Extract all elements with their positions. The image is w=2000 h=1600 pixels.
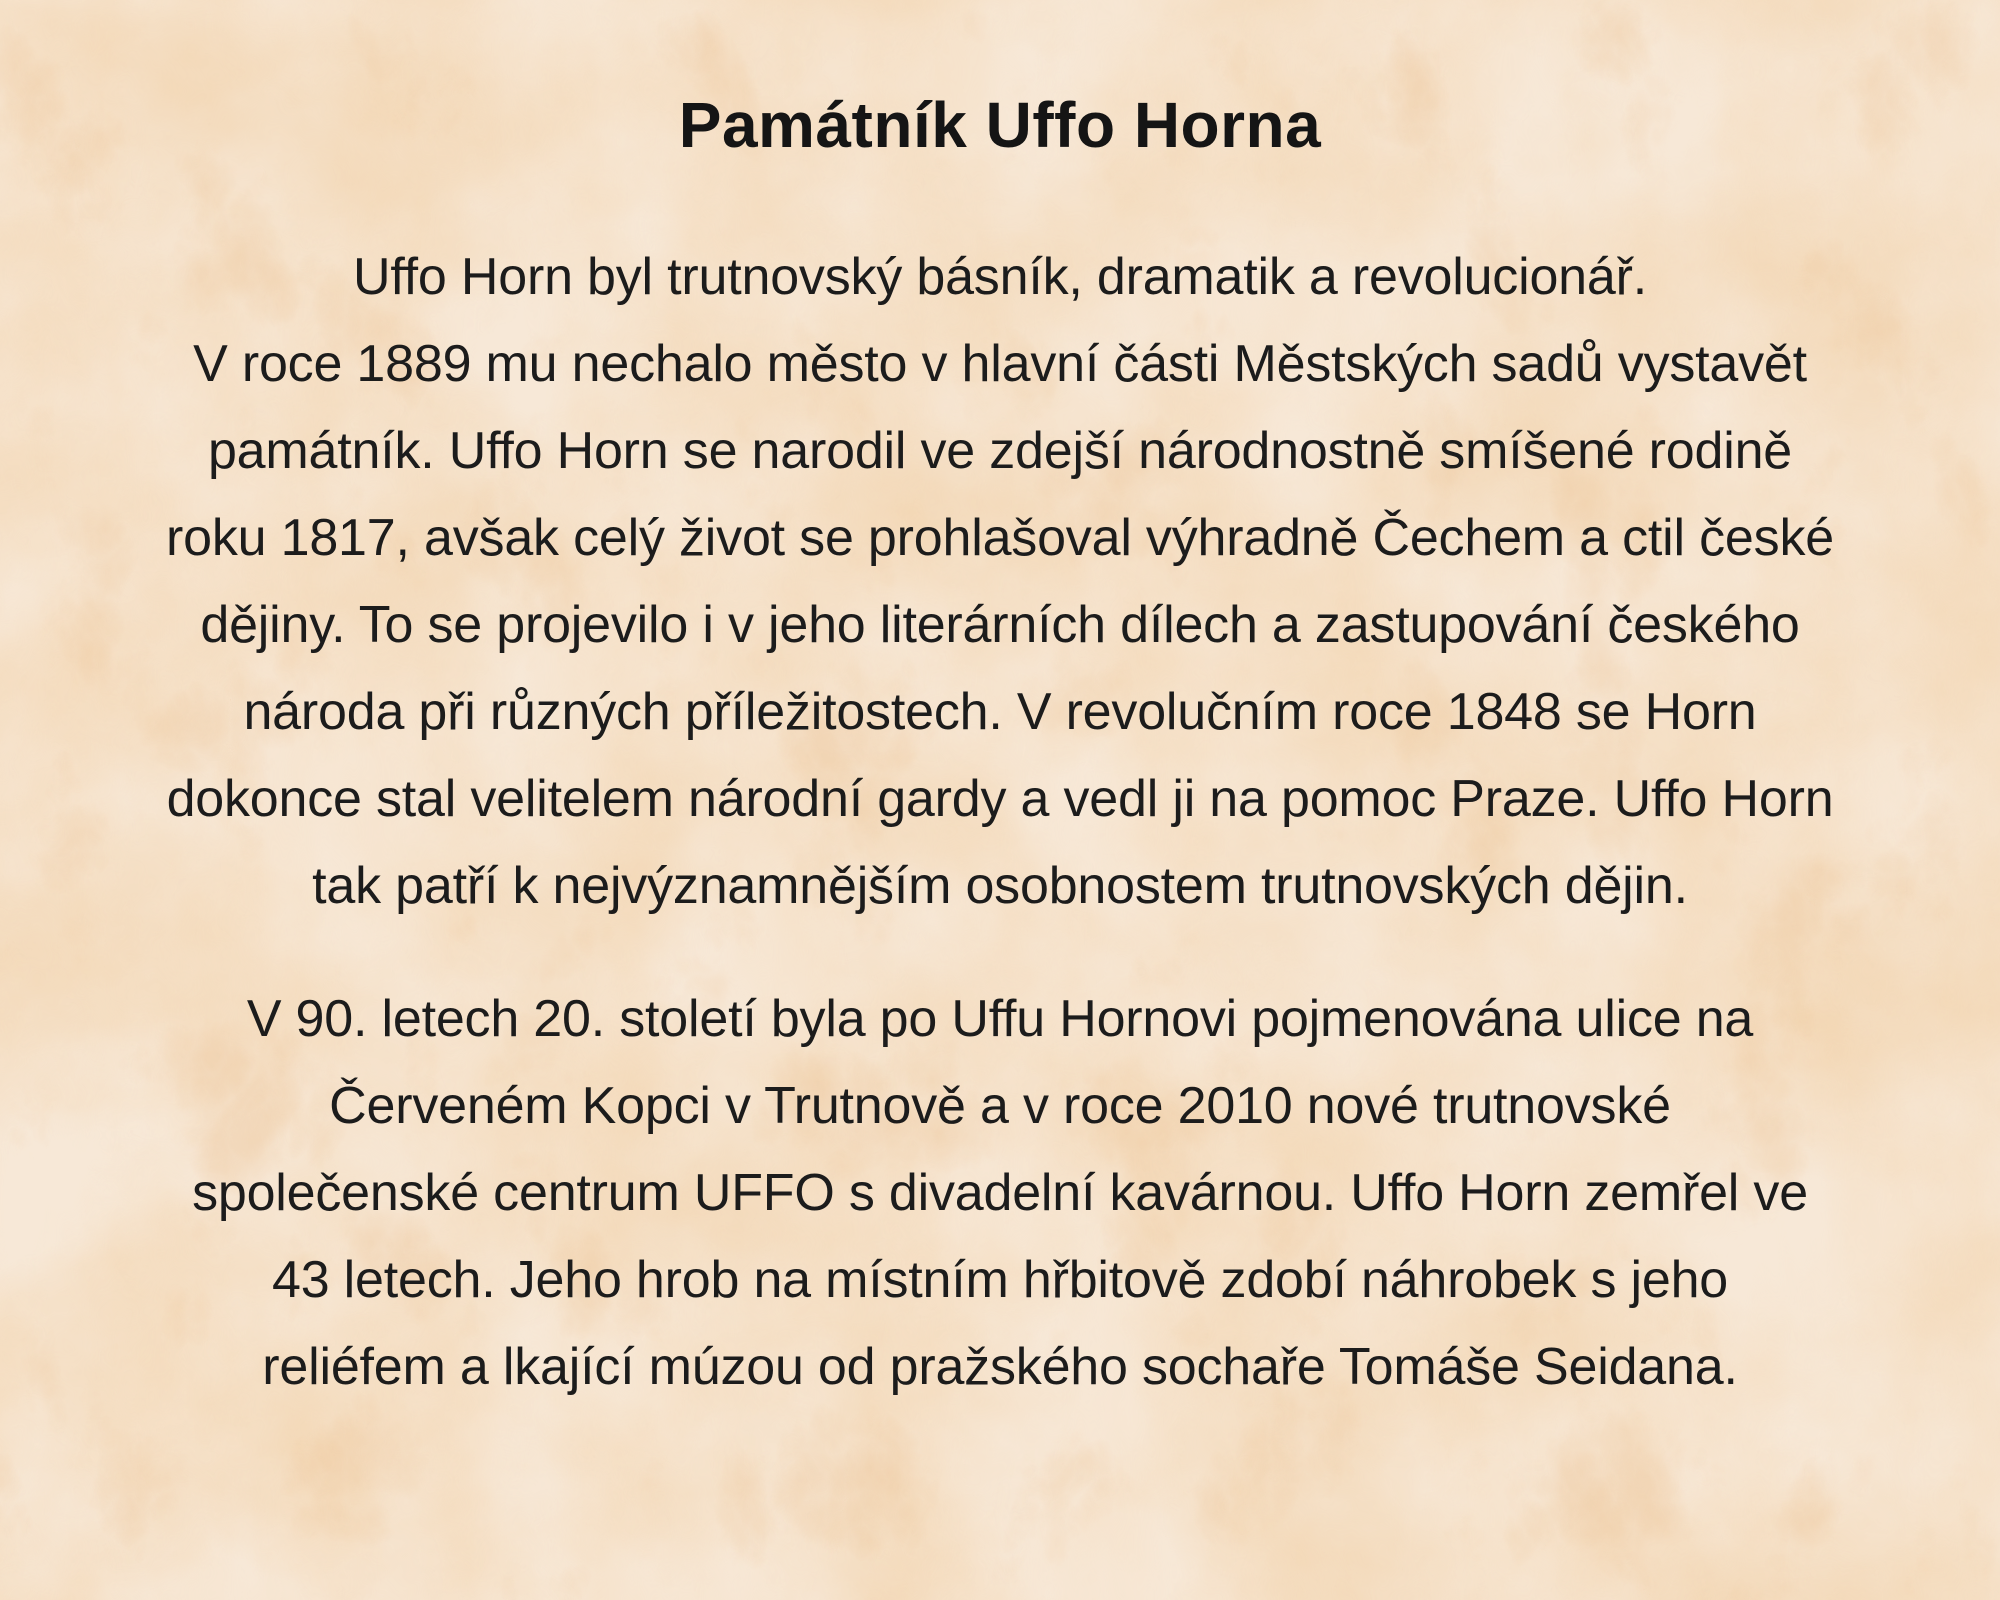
text-line: Červeném Kopci v Trutnově a v roce 2010 nové trutnovské [329,1077,1671,1135]
text-line: reliéfem a lkající múzou od pražského sochaře Tomáše Seidana. [262,1338,1738,1396]
text-line: V 90. letech 20. století byla po Uffu Hornovi pojmenována ulice na [246,990,1754,1048]
text-line: V roce 1889 mu nechalo město v hlavní části Městských sadů vystavět [193,335,1807,393]
text-line: Uffo Horn byl trutnovský básník, dramatik a revolucionář. [353,248,1647,306]
text-line: dokonce stal velitelem národní gardy a vedl ji na pomoc Praze. Uffo Horn [166,770,1834,828]
paragraph-legacy [30,976,1970,1411]
text-line: památník. Uffo Horn se narodil ve zdejší národnostně smíšené rodině [207,422,1793,480]
text-line: tak patří k nejvýznamnějším osobnostem trutnovských dějin. [312,857,1688,915]
text-line: dějiny. To se projevilo i v jeho literárních dílech a zastupování českého [200,596,1800,654]
text-line: roku 1817, avšak celý život se prohlašoval výhradně Čechem a ctil české [166,509,1834,567]
text-line: společenské centrum UFFO s divadelní kavárnou. Uffo Horn zemřel ve [192,1164,1808,1222]
text-line: 43 letech. Jeho hrob na místním hřbitově zdobí náhrobek s jeho [271,1251,1729,1309]
page-title: Památník Uffo Horna [678,89,1322,161]
paragraph-biography [30,234,1970,930]
document-page [30,0,1970,1411]
text-line: národa při různých příležitostech. V revolučním roce 1848 se Horn [243,683,1757,741]
